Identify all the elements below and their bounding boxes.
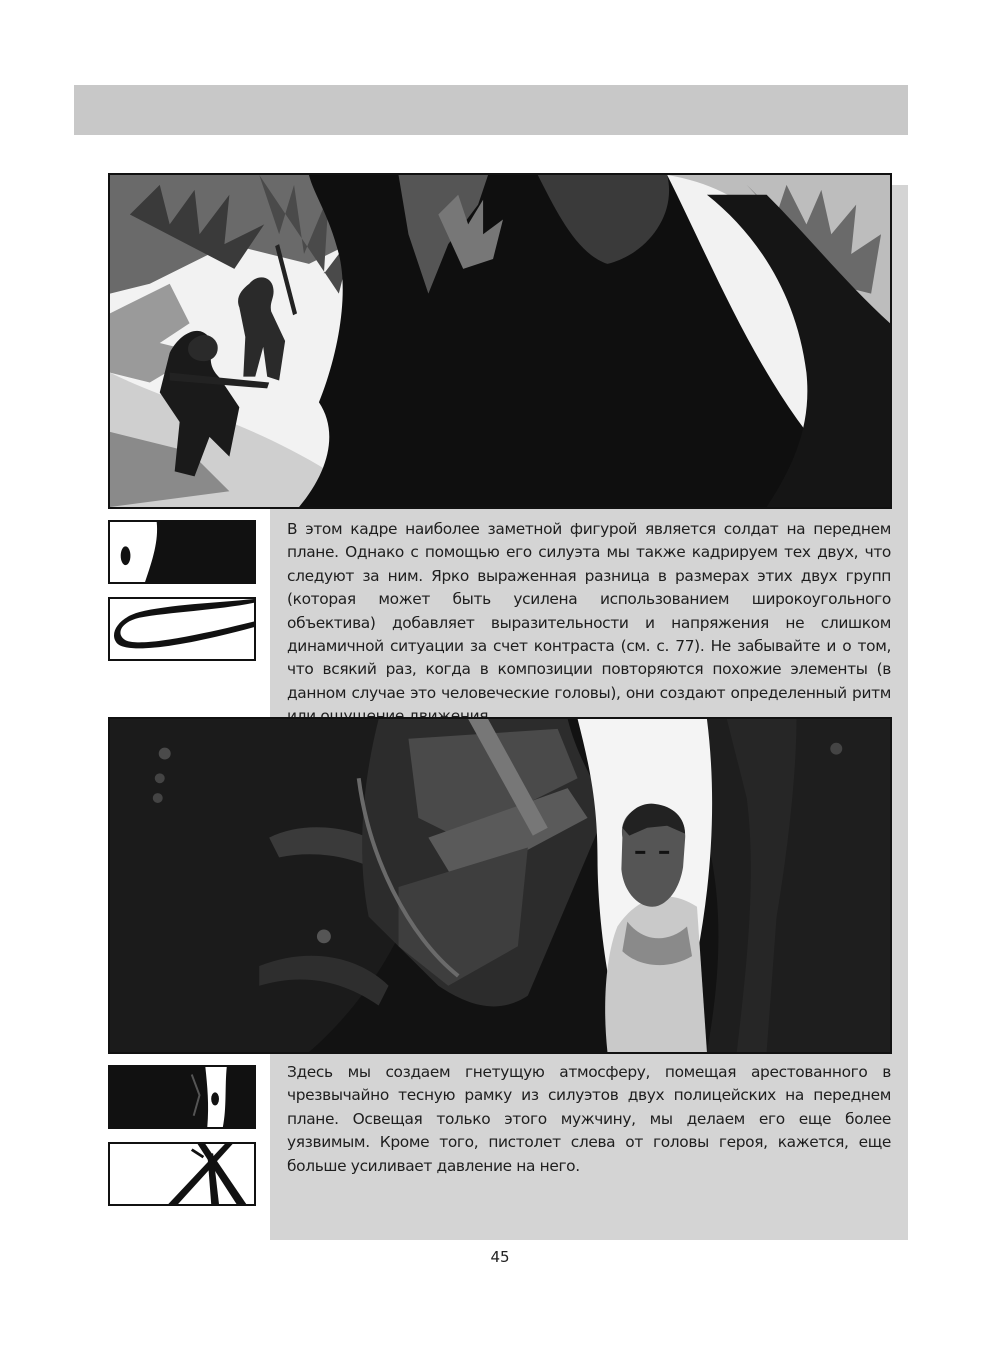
curve-composition-thumbnail [108,597,256,661]
panel-2-caption: Здесь мы создаем гнетущую атмосферу, помещая арестованного в чрезвычайно тесную рамку из силуэтов двух полицейских на переднем плане. Освещая только этого мужчину, мы делаем его еще более уязвимым. Кроме того, пистолет слева от головы героя, кажется, еще больше усиливает давление на него. [287,1063,891,1175]
header-band [74,85,908,135]
narrow-gap-thumbnail [108,1065,256,1129]
silhouette-frame-thumbnail [108,520,256,584]
page-number: 45 [490,1248,510,1266]
jungle-soldiers-illustration [108,173,892,509]
arrested-man-illustration [108,717,892,1054]
diagonal-lines-thumbnail [108,1142,256,1206]
panel-1-caption: В этом кадре наиболее заметной фигурой является солдат на переднем плане. Однако с помощью его силуэта мы также кадрируем тех двух, что следуют за ним. Ярко выраженная разница в размерах этих двух групп (которая может быть усилена использованием широкоугольного объектива) добавляет выразительности и напряжения не слишком динамичной ситуации за счет контраста (см. с. 77). Не забывайте и о том, что всякий раз, когда в композиции повторяются похожие элементы (в данном случае это человеческие головы), они создают определенный ритм [287,520,891,702]
